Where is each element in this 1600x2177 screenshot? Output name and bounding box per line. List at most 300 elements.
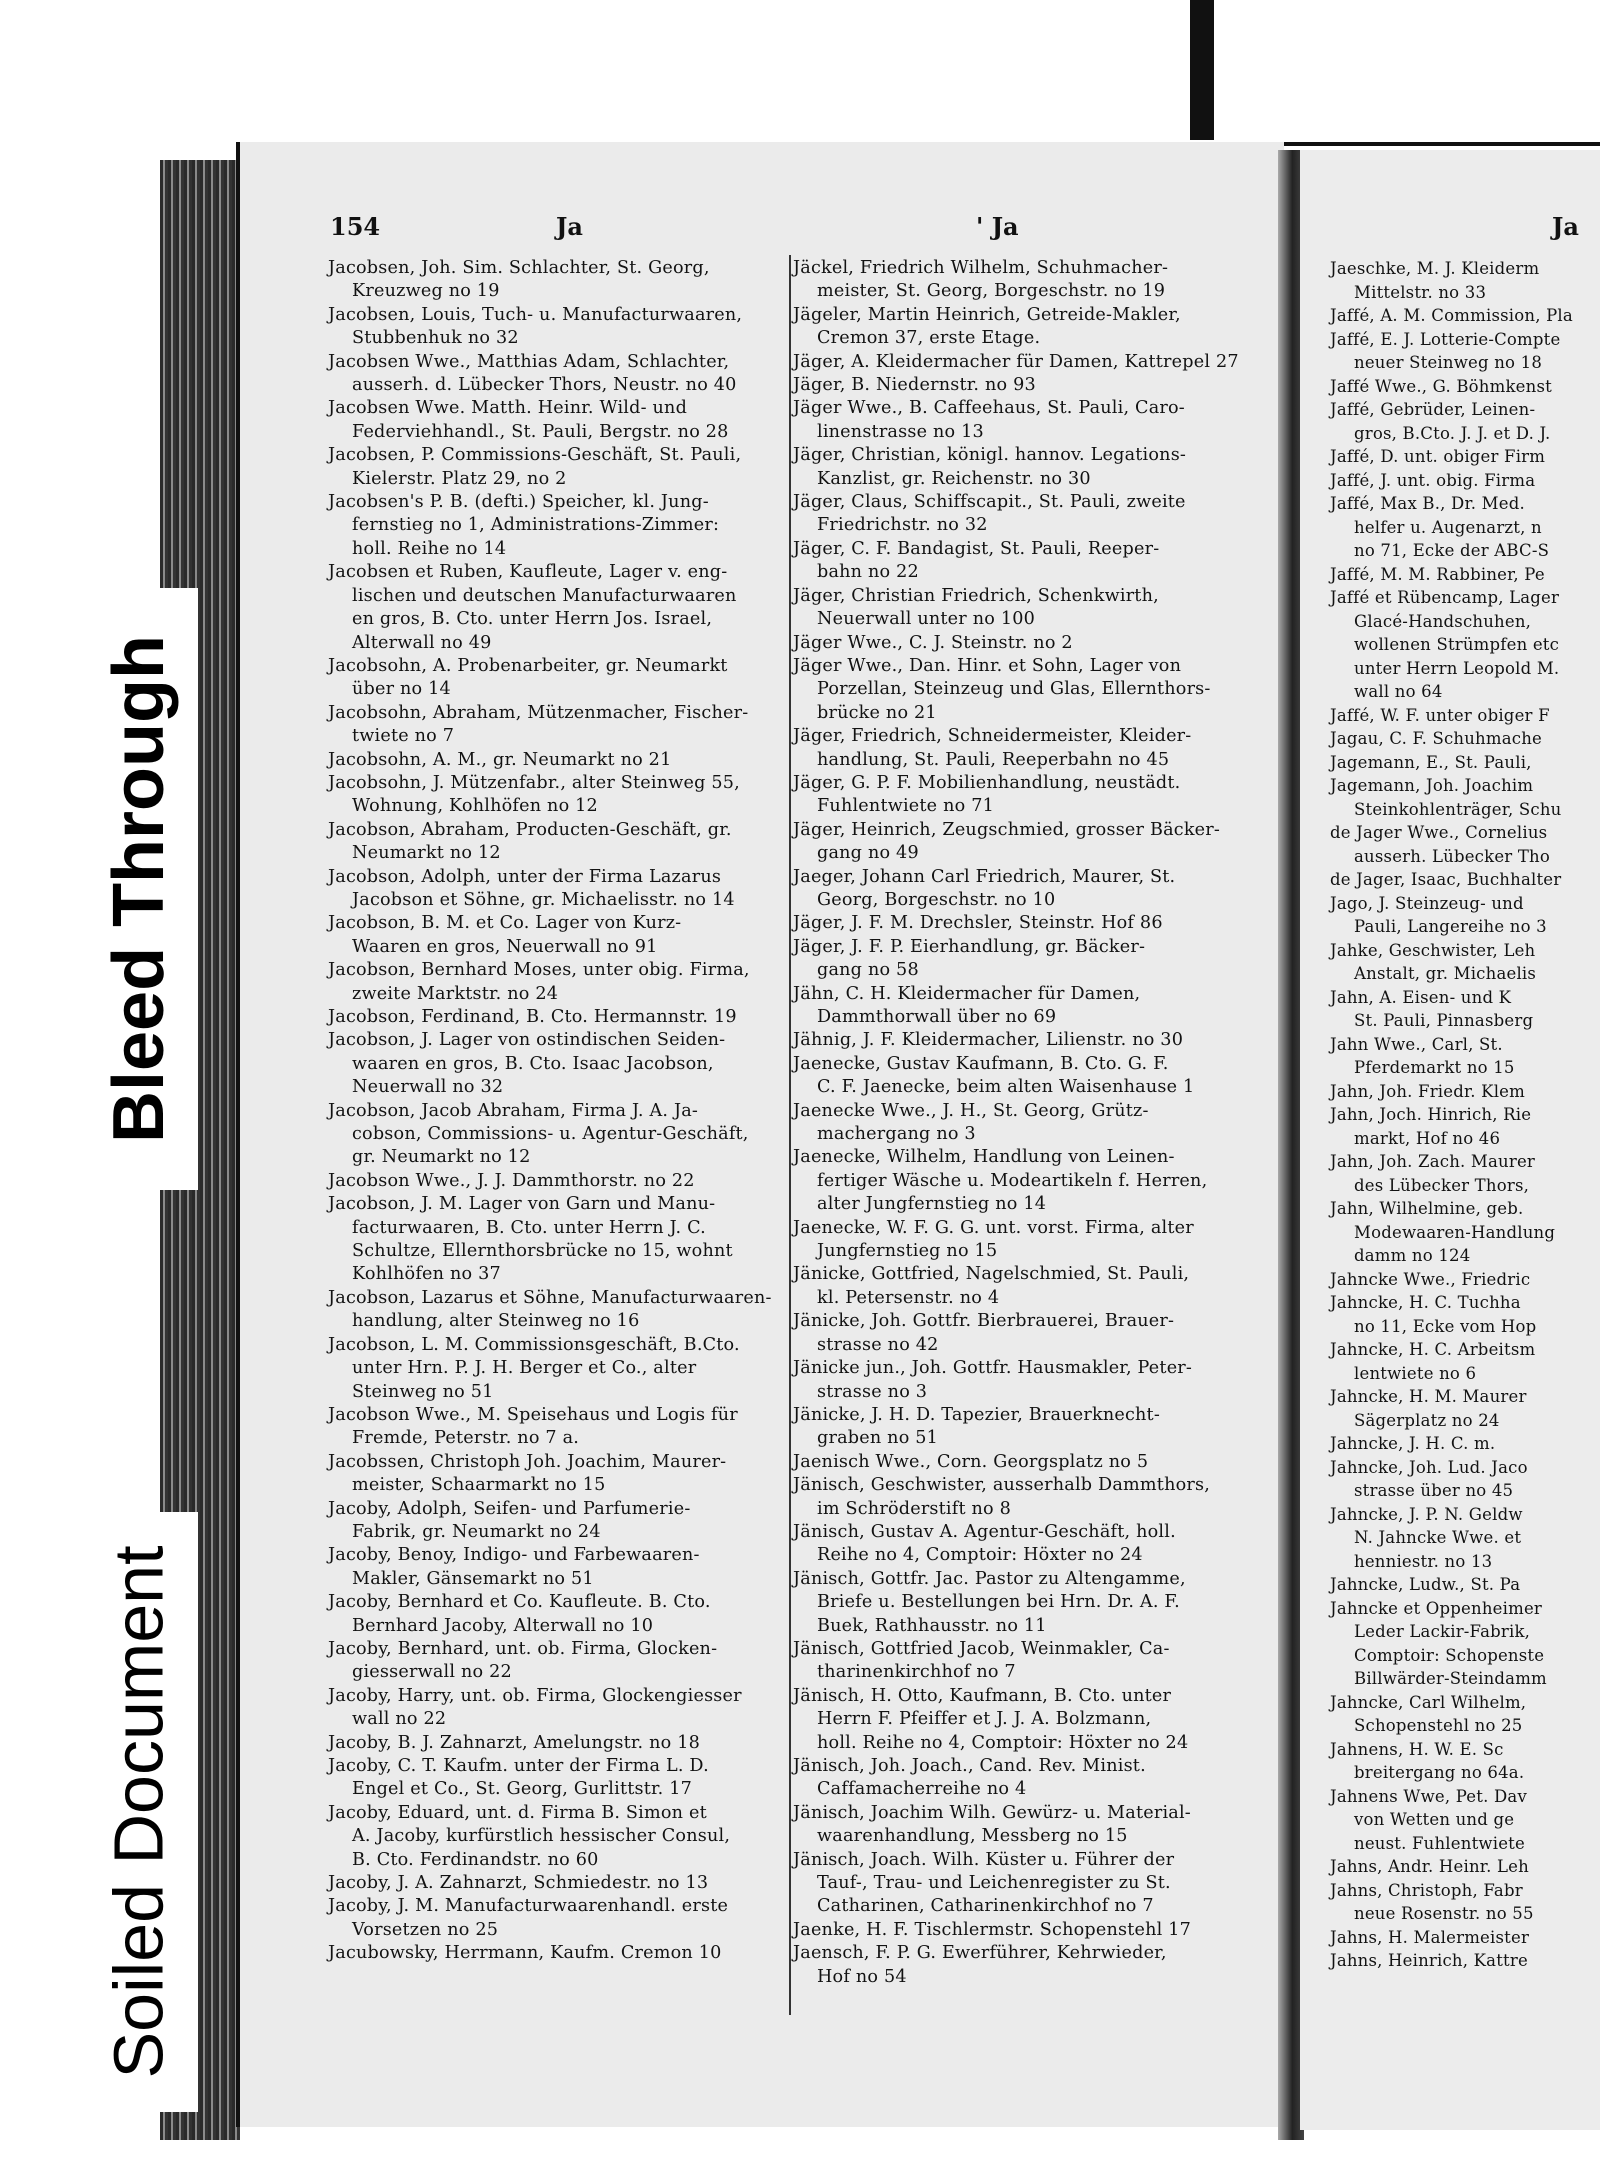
entry-name-line: Jahn, Joh. Friedr. Klem — [1330, 1081, 1525, 1101]
directory-entry — [793, 1685, 1253, 1755]
entry-name-line: Jagemann, Joh. Joachim — [1330, 776, 1534, 795]
entry-continuation-line: Fabrik, gr. Neumarkt no 24 — [352, 1521, 601, 1542]
bleed-through-label — [80, 588, 198, 1190]
entry-continuation-line: im Schröderstift no 8 — [817, 1498, 1012, 1519]
entry-name-line: Jacobson, J. M. Lager von Garn und Manu- — [328, 1194, 716, 1215]
directory-entry — [1330, 727, 1600, 751]
entry-continuation-line: neust. Fuhlentwiete — [1354, 1833, 1525, 1853]
entry-name-line: Jahncke, Carl Wilhelm, — [1330, 1692, 1527, 1712]
directory-entry — [1330, 1432, 1600, 1456]
entry-name-line: Jäger, J. F. M. Drechsler, Steinstr. Hof 86 — [793, 913, 1163, 934]
entry-continuation-line: strasse no 42 — [817, 1334, 939, 1355]
entry-name-line: Jaenecke, Gustav Kaufmann, B. Cto. G. F. — [793, 1053, 1169, 1074]
entry-name-line: Jacobson Wwe., J. J. Dammthorstr. no 22 — [328, 1170, 695, 1191]
directory-entry — [1330, 586, 1600, 704]
entry-continuation-line: Kielerstr. Platz 29, no 2 — [352, 468, 567, 489]
entry-continuation-line: unter Herrn Leopold M. — [1354, 658, 1560, 678]
directory-entry — [328, 1802, 788, 1872]
directory-entry — [1330, 1573, 1600, 1597]
directory-entry — [328, 1895, 788, 1942]
entry-continuation-line: wall no 22 — [352, 1709, 447, 1730]
entry-name-line: Jacobsen, Joh. Sim. Schlachter, St. Georg, — [328, 258, 710, 278]
entry-continuation-line: neuer Steinweg no 18 — [1354, 353, 1543, 372]
entry-name-line: Jacobsohn, A. Probenarbeiter, gr. Neumarkt — [328, 655, 728, 676]
entry-name-line: Jahn, A. Eisen- und K — [1330, 987, 1512, 1007]
entry-name-line: Jacobson, J. Lager von ostindischen Seiden- — [328, 1030, 726, 1051]
directory-entry — [793, 912, 1253, 935]
directory-entry — [328, 444, 788, 491]
directory-entry — [793, 1568, 1253, 1638]
entry-name-line: Jagau, C. F. Schuhmache — [1330, 729, 1543, 748]
directory-entry — [793, 1146, 1253, 1216]
entry-name-line: de Jager, Isaac, Buchhalter — [1330, 870, 1562, 889]
directory-entry — [1330, 1338, 1600, 1385]
entry-continuation-line: breitergang no 64a. — [1354, 1763, 1525, 1782]
directory-entry — [1330, 774, 1600, 821]
directory-entry — [1330, 1597, 1600, 1691]
directory-entry — [328, 1544, 788, 1591]
entry-name-line: Jäckel, Friedrich Wilhelm, Schuhmacher- — [793, 258, 1169, 278]
directory-entry — [1330, 1456, 1600, 1503]
directory-entry — [328, 1685, 788, 1732]
entry-continuation-line: Fremde, Peterstr. no 7 a. — [352, 1428, 580, 1449]
entry-name-line: Jacobson, Abraham, Producten-Geschäft, gr. — [328, 819, 732, 840]
directory-entry — [1330, 445, 1600, 469]
directory-entry — [1330, 986, 1600, 1033]
entry-name-line: Jaffé Wwe., G. Böhmkenst — [1330, 376, 1552, 396]
entry-continuation-line: Porzellan, Steinzeug und Glas, Ellernthors- — [817, 679, 1211, 700]
entry-continuation-line: handlung, alter Steinweg no 16 — [352, 1311, 640, 1332]
entry-name-line: Jahncke, H. M. Maurer — [1330, 1387, 1527, 1406]
column-rule — [789, 255, 791, 2015]
entry-continuation-line: Fuhlentwiete no 71 — [817, 796, 994, 817]
entry-name-line: Jacobsohn, J. Mützenfabr., alter Steinweg 55, — [328, 772, 740, 793]
entry-continuation-line: Steinkohlenträger, Schu — [1354, 799, 1562, 819]
directory-entry — [328, 1006, 788, 1029]
entry-continuation-line: wollenen Strümpfen etc — [1354, 635, 1560, 654]
entry-continuation-line: ausserh. d. Lübecker Thors, Neustr. no 40 — [352, 375, 737, 396]
entry-continuation-line: St. Pauli, Pinnasberg — [1354, 1011, 1534, 1030]
entry-continuation-line: meister, St. Georg, Borgeschstr. no 19 — [817, 281, 1166, 302]
entry-name-line: Jacobsen Wwe. Matth. Heinr. Wild- und — [328, 398, 688, 419]
directory-entry — [1330, 1949, 1600, 1973]
entry-continuation-line: Glacé-Handschuhen, — [1354, 611, 1532, 631]
entry-name-line: Jänisch, Gottfried Jacob, Weinmakler, Ca- — [793, 1638, 1170, 1659]
entry-continuation-line: Briefe u. Bestellungen bei Hrn. Dr. A. F. — [817, 1592, 1180, 1613]
entry-name-line: Jacoby, J. A. Zahnarzt, Schmiedestr. no 13 — [328, 1873, 709, 1894]
entry-continuation-line: Cremon 37, erste Etage. — [817, 328, 1041, 349]
entry-name-line: Jahncke, Ludw., St. Pa — [1330, 1575, 1521, 1594]
entry-name-line: Jähn, C. H. Kleidermacher für Damen, — [793, 983, 1141, 1004]
entry-name-line: Jäger Wwe., C. J. Steinstr. no 2 — [793, 632, 1073, 653]
directory-entry — [328, 1193, 788, 1287]
entry-name-line: Jänisch, H. Otto, Kaufmann, B. Cto. unter — [793, 1685, 1172, 1706]
entry-continuation-line: Pauli, Langereihe no 3 — [1354, 917, 1547, 936]
entry-name-line: Jaffé, D. unt. obiger Firm — [1330, 447, 1546, 466]
directory-entry — [793, 374, 1253, 397]
entry-name-line: Jäger, Christian Friedrich, Schenkwirth, — [793, 585, 1159, 606]
entry-continuation-line: holl. Reihe no 14 — [352, 538, 507, 559]
entry-name-line: Jaffé, E. J. Lotterie-Compte — [1330, 329, 1561, 349]
directory-entry — [793, 655, 1253, 725]
entry-name-line: Jacobson, Bernhard Moses, unter obig. Firma, — [328, 960, 750, 981]
entry-continuation-line: Tauf-, Trau- und Leichenregister zu St. — [817, 1873, 1171, 1894]
entry-name-line: Jaenke, H. F. Tischlermstr. Schopenstehl 17 — [793, 1919, 1192, 1940]
directory-entry — [793, 1100, 1253, 1147]
directory-entry — [328, 959, 788, 1006]
directory-entry — [328, 1942, 788, 1965]
entry-continuation-line: kl. Petersenstr. no 4 — [817, 1287, 1000, 1308]
entry-name-line: Jaenecke, W. F. G. G. unt. vorst. Firma, alter — [793, 1217, 1194, 1238]
entry-name-line: Jacobson, Jacob Abraham, Firma J. A. Ja- — [328, 1100, 699, 1121]
directory-entry — [1330, 1879, 1600, 1926]
header-right: Ja — [1552, 212, 1579, 241]
directory-entry — [793, 1029, 1253, 1052]
entry-name-line: Jaffé, A. M. Commission, Pla — [1330, 306, 1573, 325]
entry-continuation-line: Modewaaren-Handlung — [1354, 1222, 1556, 1242]
entry-continuation-line: unter Hrn. P. J. H. Berger et Co., alter — [352, 1358, 697, 1379]
entry-continuation-line: tharinenkirchhof no 7 — [817, 1662, 1016, 1683]
entry-continuation-line: N. Jahncke Wwe. et — [1354, 1528, 1522, 1547]
directory-entry — [1330, 1268, 1600, 1292]
entry-name-line: Jaensch, F. P. G. Ewerführer, Kehrwieder, — [793, 1943, 1167, 1964]
entry-name-line: Jacobson, Adolph, unter der Firma Lazarus — [328, 866, 722, 887]
entry-name-line: Jänisch, Joh. Joach., Cand. Rev. Minist. — [793, 1756, 1146, 1776]
entry-name-line: Jäger, J. F. P. Eierhandlung, gr. Bäcker- — [793, 936, 1146, 957]
entry-name-line: Jäger Wwe., B. Caffeehaus, St. Pauli, Caro- — [793, 398, 1185, 419]
directory-entry — [793, 444, 1253, 491]
directory-entry — [793, 819, 1253, 866]
entry-name-line: Jacoby, C. T. Kaufm. unter der Firma L. D. — [328, 1756, 709, 1776]
directory-entry — [328, 1334, 788, 1404]
entry-name-line: Jaeschke, M. J. Kleiderm — [1330, 259, 1540, 278]
entry-continuation-line: Bernhard Jacoby, Alterwall no 10 — [352, 1615, 654, 1636]
entry-continuation-line: Sägerplatz no 24 — [1354, 1410, 1500, 1430]
entry-continuation-line: lentwiete no 6 — [1354, 1363, 1477, 1383]
directory-entry — [793, 866, 1253, 913]
entry-continuation-line: Schopenstehl no 25 — [1354, 1716, 1523, 1735]
entry-name-line: Jänisch, Joach. Wilh. Küster u. Führer der — [793, 1849, 1175, 1870]
entry-continuation-line: Dammthorwall über no 69 — [817, 1007, 1057, 1027]
entry-continuation-line: Caffamacherreihe no 4 — [817, 1779, 1027, 1800]
directory-entry — [1330, 1033, 1600, 1080]
entry-name-line: Jaffé, J. unt. obig. Firma — [1330, 470, 1536, 490]
directory-entry — [328, 772, 788, 819]
entry-name-line: Jänisch, Joachim Wilh. Gewürz- u. Material- — [793, 1802, 1191, 1823]
directory-entry — [328, 1170, 788, 1193]
entry-name-line: Jänisch, Geschwister, ausserhalb Dammthors, — [793, 1475, 1211, 1496]
entry-name-line: Jacoby, Bernhard, unt. ob. Firma, Glocken- — [328, 1638, 718, 1659]
entry-continuation-line: C. F. Jaenecke, beim alten Waisenhause 1 — [817, 1077, 1195, 1098]
entry-name-line: Jacobsen's P. B. (defti.) Speicher, kl. Jung- — [328, 492, 709, 513]
entry-continuation-line: Herrn F. Pfeiffer et J. J. A. Bolzmann, — [817, 1709, 1152, 1730]
directory-entry — [793, 538, 1253, 585]
entry-continuation-line: Stubbenhuk no 32 — [352, 328, 519, 349]
entry-continuation-line: über no 14 — [352, 679, 451, 700]
entry-continuation-line: Vorsetzen no 25 — [352, 1919, 499, 1940]
header-mid: ' Ja — [976, 212, 1019, 241]
entry-name-line: Jahke, Geschwister, Leh — [1330, 940, 1536, 960]
directory-entry — [1330, 939, 1600, 986]
entry-name-line: Jahn Wwe., Carl, St. — [1330, 1034, 1503, 1054]
entry-continuation-line: Waaren en gros, Neuerwall no 91 — [352, 936, 658, 957]
directory-entry — [793, 1849, 1253, 1919]
entry-name-line: Jaenisch Wwe., Corn. Georgsplatz no 5 — [793, 1451, 1149, 1472]
entry-name-line: Jänicke jun., Joh. Gottfr. Hausmakler, Peter- — [793, 1358, 1193, 1379]
directory-entry — [1330, 1150, 1600, 1197]
directory-entry — [328, 1451, 788, 1498]
entry-continuation-line: Buek, Rathhausstr. no 11 — [817, 1615, 1047, 1636]
entry-name-line: Jacoby, Bernhard et Co. Kaufleute. B. Cto. — [328, 1592, 711, 1613]
entry-continuation-line: Schultze, Ellernthorsbrücke no 15, wohnt — [352, 1241, 733, 1262]
directory-entry — [328, 912, 788, 959]
entry-continuation-line: henniestr. no 13 — [1354, 1551, 1493, 1571]
entry-continuation-line: linenstrasse no 13 — [817, 421, 984, 442]
entry-continuation-line: no 11, Ecke vom Hop — [1354, 1316, 1537, 1336]
entry-continuation-line: handlung, St. Pauli, Reeperbahn no 45 — [817, 749, 1170, 770]
entry-continuation-line: neue Rosenstr. no 55 — [1354, 1904, 1534, 1923]
directory-entry — [1330, 704, 1600, 728]
entry-name-line: Jaffé et Rübencamp, Lager — [1330, 588, 1560, 607]
entry-name-line: Jacobson, Lazarus et Söhne, Manufacturwaaren- — [328, 1287, 772, 1308]
entry-name-line: Jahncke, H. C. Arbeitsm — [1330, 1340, 1536, 1359]
directory-entry — [793, 1474, 1253, 1521]
entry-name-line: Jäger Wwe., Dan. Hinr. et Sohn, Lager von — [793, 655, 1182, 676]
directory-entry — [793, 351, 1253, 374]
entry-name-line: Jacobson, L. M. Commissionsgeschäft, B.Cto. — [328, 1334, 740, 1355]
directory-entry — [328, 1638, 788, 1685]
directory-entry — [328, 1498, 788, 1545]
entry-continuation-line: meister, Schaarmarkt no 15 — [352, 1475, 606, 1496]
top-right-margin — [1214, 0, 1600, 146]
directory-column-middle — [793, 257, 1253, 1989]
entry-continuation-line: alter Jungfernstieg no 14 — [817, 1194, 1047, 1215]
directory-entry — [328, 1029, 788, 1099]
entry-name-line: Jacobsen, Louis, Tuch- u. Manufacturwaaren, — [328, 304, 743, 325]
entry-continuation-line: Billwärder-Steindamm — [1354, 1669, 1547, 1688]
entry-continuation-line: von Wetten und ge — [1354, 1810, 1515, 1829]
entry-name-line: Jäger, C. F. Bandagist, St. Pauli, Reeper- — [793, 538, 1160, 559]
entry-continuation-line: Hof no 54 — [817, 1966, 907, 1987]
directory-entry — [1330, 1926, 1600, 1950]
directory-entry — [328, 351, 788, 398]
entry-name-line: Jahnens Wwe, Pet. Dav — [1330, 1786, 1527, 1806]
entry-name-line: Jänicke, Joh. Gottfr. Bierbrauerei, Brauer- — [793, 1311, 1175, 1332]
directory-entry — [328, 1872, 788, 1895]
entry-continuation-line: gr. Neumarkt no 12 — [352, 1147, 531, 1168]
directory-entry — [328, 257, 788, 304]
directory-entry — [793, 1942, 1253, 1989]
entry-name-line: Jahns, Christoph, Fabr — [1330, 1880, 1523, 1900]
entry-continuation-line: twiete no 7 — [352, 726, 455, 747]
entry-continuation-line: Wohnung, Kohlhöfen no 12 — [352, 796, 598, 817]
directory-entry — [1330, 563, 1600, 587]
directory-entry — [793, 304, 1253, 351]
directory-entry — [1330, 1080, 1600, 1104]
entry-name-line: Jaeger, Johann Carl Friedrich, Maurer, St. — [793, 866, 1176, 887]
entry-name-line: Jäger, G. P. F. Mobilienhandlung, neustädt. — [793, 772, 1181, 793]
entry-name-line: Jacoby, Harry, unt. ob. Firma, Glockengiesser — [328, 1685, 742, 1706]
entry-continuation-line: gang no 58 — [817, 960, 919, 981]
directory-entry — [793, 772, 1253, 819]
entry-continuation-line: gros, B.Cto. J. J. et D. J. — [1354, 423, 1551, 443]
directory-entry — [1330, 492, 1600, 563]
entry-continuation-line: gang no 49 — [817, 843, 919, 864]
entry-name-line: Jäger, Heinrich, Zeugschmied, grosser Bäcker- — [793, 819, 1221, 840]
entry-name-line: Jago, J. Steinzeug- und — [1330, 893, 1524, 913]
entry-name-line: Jaffé, M. M. Rabbiner, Pe — [1330, 564, 1545, 584]
directory-entry — [793, 1919, 1253, 1942]
entry-continuation-line: brücke no 21 — [817, 702, 937, 723]
entry-continuation-line: Engel et Co., St. Georg, Gurlittstr. 17 — [352, 1779, 693, 1800]
directory-entry — [793, 397, 1253, 444]
entry-name-line: Jahncke, Joh. Lud. Jaco — [1330, 1457, 1528, 1477]
entry-continuation-line: Federviehhandl., St. Pauli, Bergstr. no 28 — [352, 421, 729, 442]
entry-name-line: Jahncke, J. P. N. Geldw — [1330, 1504, 1523, 1524]
entry-continuation-line: no 71, Ecke der ABC-S — [1354, 541, 1550, 560]
header-left: Ja — [556, 212, 583, 241]
entry-continuation-line: strasse über no 45 — [1354, 1481, 1514, 1500]
entry-name-line: Jaffé, Max B., Dr. Med. — [1330, 494, 1525, 513]
directory-entry — [328, 561, 788, 655]
entry-name-line: Jahn, Joch. Hinrich, Rie — [1330, 1105, 1532, 1124]
directory-entry — [328, 655, 788, 702]
entry-continuation-line: helfer u. Augenarzt, n — [1354, 517, 1542, 537]
directory-entry — [1330, 328, 1600, 375]
directory-column-left — [328, 257, 788, 1966]
directory-entry — [793, 936, 1253, 983]
entry-name-line: Jäger, Claus, Schiffscapit., St. Pauli, zweite — [793, 492, 1186, 513]
entry-name-line: Jäger, A. Kleidermacher für Damen, Kattrepel 27 — [793, 351, 1239, 372]
entry-continuation-line: Neumarkt no 12 — [352, 843, 501, 864]
directory-entry — [1330, 257, 1600, 304]
entry-name-line: Jacubowsky, Herrmann, Kaufm. Cremon 10 — [328, 1943, 722, 1964]
entry-name-line: Jacoby, Adolph, Seifen- und Parfumerie- — [328, 1498, 691, 1519]
directory-entry — [793, 1451, 1253, 1474]
directory-entry — [1330, 1291, 1600, 1338]
entry-continuation-line: Comptoir: Schopenste — [1354, 1645, 1545, 1665]
entry-name-line: Jähnig, J. F. Kleidermacher, Lilienstr. no 30 — [793, 1030, 1184, 1051]
entry-name-line: Jaffé, W. F. unter obiger F — [1330, 705, 1550, 725]
directory-entry — [328, 702, 788, 749]
directory-entry — [1330, 1738, 1600, 1785]
directory-entry — [793, 1638, 1253, 1685]
entry-name-line: Jänicke, Gottfried, Nagelschmied, St. Pauli, — [793, 1264, 1190, 1285]
entry-continuation-line: lischen und deutschen Manufacturwaaren — [352, 585, 737, 606]
entry-continuation-line: graben no 51 — [817, 1428, 939, 1449]
directory-entry — [1330, 1503, 1600, 1574]
entry-name-line: Jacobssen, Christoph Joh. Joachim, Maurer- — [328, 1451, 727, 1472]
entry-continuation-line: facturwaaren, B. Cto. unter Herrn J. C. — [352, 1217, 706, 1238]
entry-name-line: Jacoby, Eduard, unt. d. Firma B. Simon et — [328, 1802, 707, 1823]
entry-continuation-line: Reihe no 4, Comptoir: Höxter no 24 — [817, 1545, 1143, 1566]
entry-continuation-line: Alterwall no 49 — [352, 632, 492, 653]
entry-name-line: Jaffé, Gebrüder, Leinen- — [1330, 400, 1536, 419]
entry-name-line: Jahn, Joh. Zach. Maurer — [1330, 1152, 1536, 1171]
directory-entry — [793, 257, 1253, 304]
directory-entry — [793, 1802, 1253, 1849]
directory-entry — [328, 1287, 788, 1334]
bleed-through-text: Bleed Through — [99, 635, 180, 1143]
entry-name-line: de Jager Wwe., Cornelius — [1330, 823, 1548, 842]
entry-name-line: Jacobsen et Ruben, Kaufleute, Lager v. eng- — [328, 562, 728, 583]
entry-continuation-line: Neuerwall unter no 100 — [817, 609, 1035, 630]
entry-continuation-line: Jungfernstieg no 15 — [817, 1241, 998, 1262]
directory-entry — [1330, 1691, 1600, 1738]
entry-name-line: Jänisch, Gustav A. Agentur-Geschäft, holl. — [793, 1521, 1176, 1542]
directory-entry — [328, 749, 788, 772]
entry-continuation-line: Mittelstr. no 33 — [1354, 282, 1487, 302]
entry-continuation-line: giesserwall no 22 — [352, 1662, 512, 1683]
entry-continuation-line: markt, Hof no 46 — [1354, 1128, 1501, 1148]
entry-name-line: Jänisch, Gottfr. Jac. Pastor zu Altengamme, — [793, 1568, 1186, 1589]
soiled-document-label — [80, 1512, 198, 2112]
entry-continuation-line: Kanzlist, gr. Reichenstr. no 30 — [817, 468, 1091, 489]
entry-name-line: Jacobsohn, Abraham, Mützenmacher, Fischer- — [328, 702, 749, 723]
directory-entry — [793, 1053, 1253, 1100]
entry-name-line: Jacobsen Wwe., Matthias Adam, Schlachter, — [328, 351, 730, 372]
entry-continuation-line: damm no 124 — [1354, 1246, 1471, 1265]
entry-continuation-line: Neuerwall no 32 — [352, 1077, 504, 1098]
directory-entry — [328, 1732, 788, 1755]
directory-entry — [1330, 375, 1600, 399]
directory-entry — [328, 304, 788, 351]
entry-continuation-line: fertiger Wäsche u. Modeartikeln f. Herren, — [817, 1170, 1208, 1191]
directory-entry — [1330, 1385, 1600, 1432]
entry-continuation-line: holl. Reihe no 4, Comptoir: Höxter no 24 — [817, 1732, 1189, 1753]
directory-entry — [1330, 1103, 1600, 1150]
binding-shadow — [1190, 0, 1214, 140]
entry-name-line: Jäger, Christian, königl. hannov. Legations- — [793, 445, 1187, 466]
entry-continuation-line: B. Cto. Ferdinandstr. no 60 — [352, 1849, 599, 1870]
entry-name-line: Jäger, Friedrich, Schneidermeister, Kleider- — [793, 726, 1192, 747]
entry-name-line: Jaenecke Wwe., J. H., St. Georg, Grütz- — [793, 1100, 1149, 1121]
entry-continuation-line: fernstieg no 1, Administrations-Zimmer: — [352, 515, 720, 536]
entry-name-line: Jänicke, J. H. D. Tapezier, Brauerknecht- — [793, 1404, 1160, 1425]
directory-entry — [1330, 304, 1600, 328]
entry-continuation-line: strasse no 3 — [817, 1381, 928, 1402]
entry-continuation-line: machergang no 3 — [817, 1124, 976, 1145]
directory-entry — [1330, 1197, 1600, 1268]
entry-continuation-line: Kohlhöfen no 37 — [352, 1264, 501, 1285]
directory-entry — [1330, 892, 1600, 939]
entry-continuation-line: Steinweg no 51 — [352, 1381, 494, 1402]
entry-continuation-line: bahn no 22 — [817, 562, 919, 583]
soiled-document-text: Soiled Document — [100, 1545, 179, 2079]
directory-entry — [793, 1217, 1253, 1264]
entry-continuation-line: Anstalt, gr. Michaelis — [1354, 964, 1537, 983]
directory-entry — [793, 585, 1253, 632]
entry-name-line: Jacobson, B. M. et Co. Lager von Kurz- — [328, 913, 682, 934]
entry-continuation-line: des Lübecker Thors, — [1354, 1175, 1530, 1195]
entry-continuation-line: Leder Lackir-Fabrik, — [1354, 1622, 1531, 1641]
entry-continuation-line: en gros, B. Cto. unter Herrn Jos. Israel, — [352, 609, 713, 630]
directory-entry — [328, 819, 788, 866]
directory-entry — [793, 632, 1253, 655]
directory-entry — [793, 1357, 1253, 1404]
entry-name-line: Jaenecke, Wilhelm, Handlung von Leinen- — [793, 1147, 1175, 1168]
entry-name-line: Jacobson, Ferdinand, B. Cto. Hermannstr. 19 — [328, 1007, 737, 1027]
entry-name-line: Jahncke Wwe., Friedric — [1330, 1269, 1531, 1289]
directory-entry — [328, 1755, 788, 1802]
directory-entry — [1330, 469, 1600, 493]
entry-continuation-line: zweite Marktstr. no 24 — [352, 983, 559, 1004]
entry-continuation-line: ausserh. Lübecker Tho — [1354, 846, 1550, 866]
entry-continuation-line: A. Jacoby, kurfürstlich hessischer Consul, — [352, 1826, 731, 1847]
directory-entry — [328, 1404, 788, 1451]
entry-continuation-line: waarenhandlung, Messberg no 15 — [817, 1826, 1128, 1847]
entry-name-line: Jahns, Andr. Heinr. Leh — [1330, 1857, 1529, 1876]
